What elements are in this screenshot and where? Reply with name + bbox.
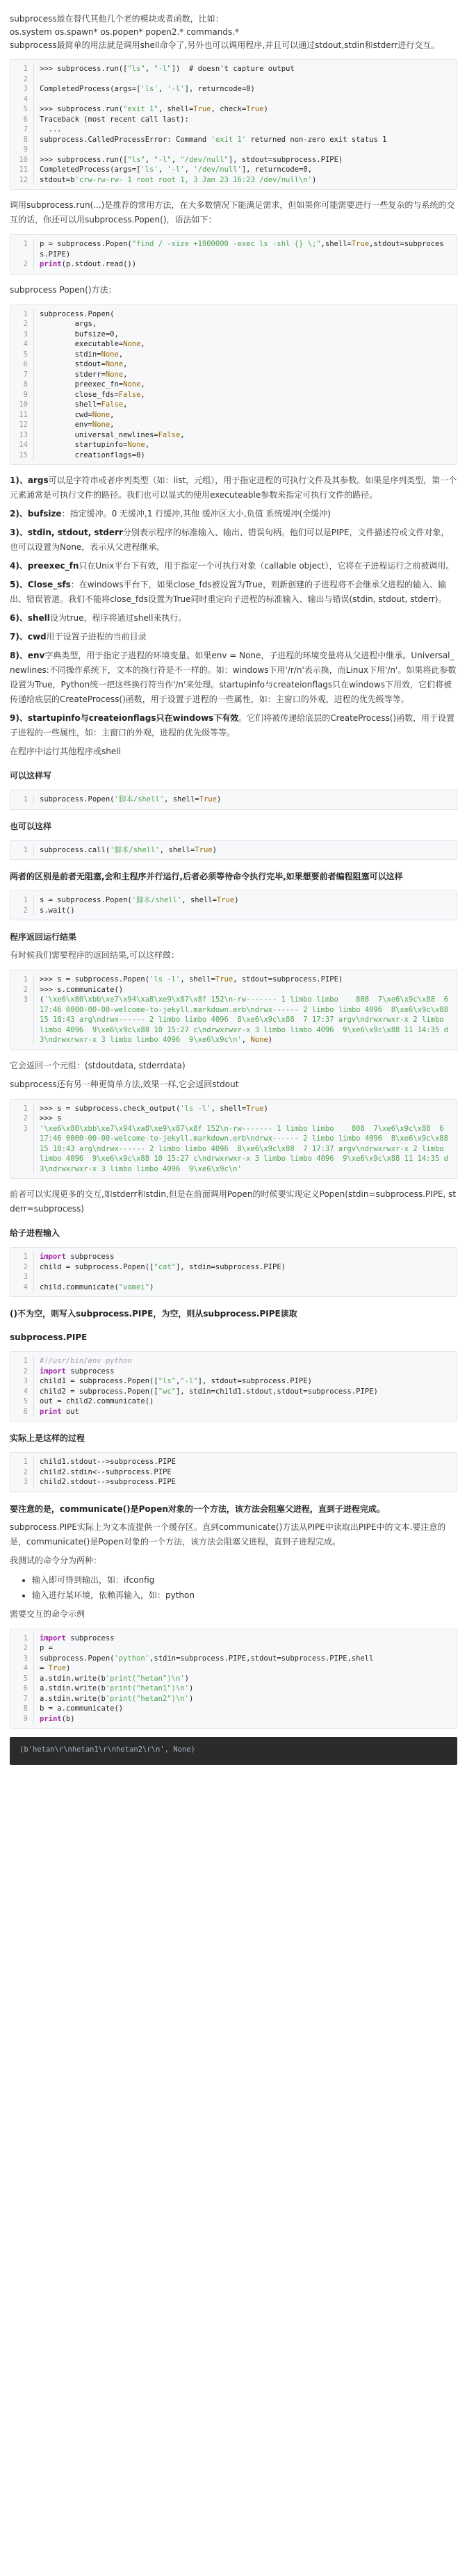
section-heading: 要注意的是，communicate()是Popen对象的一个方法，该方法会阻塞父进程，直到子进程完成。 [10, 1503, 385, 1514]
intro-line: subprocess最简单的用法就是调用shell命令了,另外也可以调用程序,并且可以通过stdout,stdin和stderr进行交互。 [10, 40, 440, 50]
line-number: 5 [16, 1674, 34, 1684]
line-number: 2 [16, 1367, 34, 1377]
code-text: p = subprocess.Popen("find / -size +1000000 -exec ls -shl {} \;",shell=True,stdout=subprocess.PIPE) [40, 240, 444, 259]
section-heading: 程序返回运行结果 [10, 932, 77, 942]
code-line [16, 1663, 451, 1674]
code-block[interactable] [10, 1629, 457, 1729]
code-text: child2.stdin<--subprocess.PIPE [40, 1467, 172, 1476]
param-paragraph [10, 473, 457, 503]
bullet-list [17, 1572, 457, 1603]
code-text: >>> subprocess.run(["ls", "-l", "/dev/null"], stdout=subprocess.PIPE) [40, 155, 343, 164]
param-paragraph [10, 611, 457, 626]
line-number: 5 [16, 350, 34, 360]
list-item: • 输入即可得到输出，如：ifconfig [32, 1572, 457, 1588]
code-line [16, 420, 451, 430]
code-block[interactable] [10, 1247, 457, 1297]
line-number: 3 [16, 1376, 34, 1387]
code-text: CompletedProcess(args=['ls', '-l', '/dev/null'], returncode=0, [40, 165, 313, 174]
code-line [16, 95, 451, 105]
section-heading: 两者的区别是前者无阻塞,会和主程序并行运行,后者必须等待命令执行完毕,如果想要前者编程阻塞可以这样 [10, 872, 403, 881]
param-label: 9)、startupinfo与createionflags只在windows下有效 [10, 713, 239, 723]
code-text: stdout=None, [40, 360, 128, 368]
section-heading: 也可以这样 [10, 821, 52, 831]
line-number: 6 [16, 115, 34, 125]
param-text: 分别表示程序的标准输入、输出、错误句柄。他们可以是PIPE，文件描述符或文件对象，也可以设置为None，表示从父进程继承。 [10, 528, 450, 552]
code-line [16, 1282, 451, 1293]
paragraph: subprocess还有另一种更简单方法,效果一样,它会返回stdout [10, 1079, 239, 1089]
section-heading: subprocess.PIPE [10, 1332, 88, 1342]
line-number: 3 [16, 1654, 34, 1664]
code-line [16, 845, 451, 856]
param-paragraph [10, 630, 457, 644]
line-number: 8 [16, 1704, 34, 1714]
code-text: shell=False, [40, 400, 128, 409]
code-line [16, 124, 451, 135]
code-line [16, 995, 451, 1045]
code-text: >>> s.communicate() [40, 985, 124, 994]
param-text: 字典类型，用于指定子进程的环境变量。如果env = None，子进程的环境变量将从父进程中继承。Universal_newlines:不同操作系统下，文本的换行符是不一样的。如：windows下用'/r/n'表示换，而Linux下用'/n'。如果将此参数设置为True，Python统一把这些换行符当作'/n'来处理。startupinfo与createionflags只在windows下用效，它们将被传递给底层的CreateProcess()函数，用于设置子进程的一些属性，如：主窗口的外观，进程的优先级等等。 [10, 651, 457, 704]
param-label: 5)、Close_sfs [10, 580, 71, 589]
line-number: 2 [16, 319, 34, 329]
code-line [16, 1104, 451, 1114]
line-number: 1 [16, 309, 34, 320]
code-line [16, 1643, 451, 1654]
code-text: a.stdin.write(b'print("hetan")\n') [40, 1674, 189, 1683]
code-text: args, [40, 320, 97, 328]
line-number: 12 [16, 175, 34, 186]
code-line [16, 895, 451, 906]
code-block[interactable] [10, 59, 457, 190]
code-line [16, 319, 451, 329]
code-text: import subprocess [40, 1367, 115, 1376]
code-line [16, 1694, 451, 1704]
line-number: 6 [16, 1684, 34, 1694]
section-heading: 给子进程输入 [10, 1228, 60, 1238]
code-line [16, 1714, 451, 1725]
param-paragraph [10, 507, 457, 521]
code-text: '\xe6\x80\xbb\xe7\x94\xa8\xe9\x87\x8f 152\n-rw------- 1 limbo limbo 808 7\xe6\x9c\x88 6 17:46 0000-00-00-welcome-to-jekyll.markdown.erb\ndrwx------ 2 limbo limbo 4096 8\xe6\x9c\x88 15 18:43 arg\ndrwx------ 2 limbo limbo 4096 8\xe6\x9c\x88 7 17:37 argv\ndrwxrwxr-x 2 limbo limbo 4096 9\xe6\x9c\x88 10 15:27 c\ndrwxrwxr-x 3 limbo limbo 4096 9\xe6\x9c\x88 11 14:35 d3\ndrwxrwxr-x 3 limbo limbo 4096 9\xe6\x9c\n' [40, 1124, 453, 1173]
line-number: 2 [16, 1262, 34, 1273]
paragraph: subprocess.PIPE实际上为文本流提供一个缓存区。直到communicate()方法从PIPE中读取出PIPE中的文本.要注意的是，communicate()是Popen对象的一个方法，该方法会阻塞父进程，直到子进程完成。 [10, 1522, 446, 1547]
code-text: print(p.stdout.read()) [40, 260, 137, 268]
code-block[interactable] [10, 1099, 457, 1180]
line-number: 7 [16, 1694, 34, 1704]
line-number: 4 [16, 339, 34, 350]
param-paragraph [10, 711, 457, 740]
param-text: 可以是字符串或者序列类型（如：list，元组），用于指定进程的可执行文件及其参数。如果是序列类型，第一个元素通常是可执行文件的路径。我们也可以显式的使用executeable参数来指定可执行文件的路径。 [10, 475, 457, 500]
code-block[interactable] [10, 304, 457, 466]
code-text: >>> s = subprocess.check_output('ls -l', shell=True) [40, 1104, 268, 1113]
code-line [16, 1684, 451, 1694]
code-text: p = [40, 1644, 53, 1652]
code-line [16, 985, 451, 995]
param-text: 只在Unix平台下有效，用于指定一个可执行对象（callable object），它将在子进程运行之前被调用。 [79, 561, 454, 571]
param-paragraph [10, 559, 457, 573]
line-number: 4 [16, 1663, 34, 1674]
code-text: subprocess.Popen( [40, 309, 115, 318]
line-number: 4 [16, 1282, 34, 1293]
code-line [16, 380, 451, 390]
code-text: >>> s = subprocess.Popen('ls -l', shell=True, stdout=subprocess.PIPE) [40, 975, 343, 984]
code-line [16, 1252, 451, 1262]
code-line [16, 1376, 451, 1387]
code-line [16, 104, 451, 115]
line-number: 14 [16, 440, 34, 450]
code-line [16, 135, 451, 145]
line-number: 15 [16, 450, 34, 461]
code-line [16, 84, 451, 95]
line-number: 5 [16, 104, 34, 115]
intro-line: subprocess最在替代其他几个老的模块或者函数，比如： [10, 14, 224, 24]
code-text: ('\xe6\x80\xbb\xe7\x94\xa8\xe9\x87\x8f 152\n-rw------- 1 limbo limbo 808 7\xe6\x9c\x88 6 17:46 0000-00-00-welcome-to-jekyll.markdown.erb\ndrwx------ 2 limbo limbo 4096 8\xe6\x9c\x88 15 18:43 arg\ndrwx------ 2 limbo limbo 4096 8\xe6\x9c\x88 7 17:37 argv\ndrwxrwxr-x 2 limbo limbo 4096 9\xe6\x9c\x88 10 15:27 c\ndrwxrwxr-x 3 limbo limbo 4096 9\xe6\x9c\x88 11 14:35 d3\ndrwxrwxr-x 3 limbo limbo 4096 9\xe6\x9c\n', None) [40, 995, 453, 1044]
code-line [16, 1396, 451, 1407]
line-number: 1 [16, 1252, 34, 1262]
code-text: import subprocess [40, 1253, 115, 1261]
paragraph: 它会返回一个元组：(stdoutdata, stderrdata) [10, 1060, 186, 1070]
code-text: CompletedProcess(args=['ls', '-l'], returncode=0) [40, 85, 255, 93]
code-text: env=None, [40, 421, 115, 429]
param-paragraph [10, 578, 457, 607]
line-number: 2 [16, 1114, 34, 1124]
code-text: print out [40, 1407, 79, 1416]
output-block: (b'hetan\r\nhetan1\r\nhetan2\r\n', None) [10, 1737, 457, 1765]
code-block[interactable] [10, 234, 457, 275]
param-label: 8)、env [10, 651, 45, 660]
line-number: 10 [16, 155, 34, 165]
code-text: preexec_fn=None, [40, 380, 145, 389]
line-number: 4 [16, 1387, 34, 1397]
code-text: startupinfo=None, [40, 441, 150, 449]
code-line [16, 64, 451, 74]
section-heading: ()不为空，则写入subprocess.PIPE，为空，则从subprocess.PIPE读取 [10, 1309, 297, 1319]
code-text: >>> subprocess.run(["ls", "-l"]) # doesn't capture output [40, 65, 295, 73]
code-line [16, 1356, 451, 1367]
param-label: 4)、preexec_fn [10, 561, 79, 571]
code-line [16, 1467, 451, 1478]
line-number: 8 [16, 135, 34, 145]
line-number: 1 [16, 239, 34, 259]
code-text: a.stdin.write(b'print("hetan1")\n') [40, 1684, 194, 1693]
code-line [16, 1262, 451, 1273]
code-text: #!/usr/bin/env python [40, 1357, 132, 1365]
param-text: 。它们将被传递给底层的CreateProcess()函数，用于设置子进程的一些属性，如：主窗口的外观，进程的优先级等等。 [10, 713, 455, 737]
code-text: >>> subprocess.run("exit 1", shell=True, check=True) [40, 105, 268, 113]
code-line [16, 175, 451, 186]
intro-line: os.system os.spawn* os.popen* popen2.* commands.* [10, 27, 240, 37]
line-number: 3 [16, 995, 34, 1045]
line-number: 4 [16, 95, 34, 105]
param-paragraph [10, 525, 457, 555]
line-number: 2 [16, 985, 34, 995]
code-text: bufsize=0, [40, 329, 119, 339]
code-line [16, 450, 451, 461]
code-line [16, 410, 451, 421]
code-line [16, 359, 451, 370]
line-number: 6 [16, 359, 34, 370]
paragraph: 在程序中运行其他程序或shell [10, 747, 121, 756]
section-heading: 可以这样写 [10, 771, 52, 781]
line-number: 13 [16, 430, 34, 441]
code-line [16, 115, 451, 125]
line-number: 1 [16, 895, 34, 906]
line-number: 1 [16, 1104, 34, 1114]
code-line [16, 1674, 451, 1684]
line-number: 7 [16, 124, 34, 135]
param-paragraph [10, 649, 457, 707]
paragraph: 调用subprocess.run(...)是推荐的常用方法，在大多数情况下能满足需求，但如果你可能需要进行一些复杂的与系统的交互的话，你还可以用subprocess.Popen()，语法如下： [10, 200, 455, 225]
line-number: 1 [16, 1633, 34, 1644]
section-heading: 实际上是这样的过程 [10, 1433, 85, 1443]
line-number: 1 [16, 1457, 34, 1467]
code-line [16, 1704, 451, 1714]
code-text: a.stdin.write(b'print("hetan2")\n') [40, 1694, 194, 1703]
code-text: subprocess.Popen('脚本/shell', shell=True) [40, 795, 222, 804]
code-line [16, 339, 451, 350]
code-text: executable=None, [40, 340, 145, 348]
code-line [16, 259, 451, 270]
paragraph: 需要交互的命令示例 [10, 1608, 85, 1619]
code-block[interactable] [10, 890, 457, 920]
code-text: stdin=None, [40, 350, 124, 359]
line-number: 7 [16, 370, 34, 380]
code-text: print(b) [40, 1714, 75, 1723]
code-text: = True) [40, 1664, 71, 1672]
line-number: 2 [16, 906, 34, 916]
code-text: child2.stdout-->subprocess.PIPE [40, 1478, 176, 1486]
line-number: 1 [16, 794, 34, 805]
code-line [16, 329, 451, 340]
line-number: 9 [16, 145, 34, 155]
line-number: 3 [16, 1124, 34, 1175]
code-text: close_fds=False, [40, 390, 145, 399]
line-number: 3 [16, 1477, 34, 1487]
param-label: 2)、bufsize [10, 509, 62, 519]
code-line [16, 1387, 451, 1397]
paragraph: 前者可以实现更多的交互,如stderr和stdin,但是在前面调用Popen的时候要实现定义Popen(stdin=subprocess.PIPE, stderr=subprocess) [10, 1189, 457, 1214]
code-text: s = subprocess.Popen('脚本/shell', shell=True) [40, 896, 239, 904]
code-text: import subprocess [40, 1633, 115, 1642]
code-line [16, 1114, 451, 1124]
code-line [16, 906, 451, 916]
line-number: 2 [16, 1643, 34, 1654]
param-label: 3)、stdin, stdout, stderr [10, 528, 123, 537]
line-number: 5 [16, 1396, 34, 1407]
line-number: 1 [16, 845, 34, 856]
paragraph: 我测试的命令分为两种： [10, 1555, 102, 1565]
code-text: child2 = subprocess.Popen(["wc"], stdin=child1.stdout,stdout=subprocess.PIPE) [40, 1387, 378, 1396]
code-line [16, 1457, 451, 1467]
code-line [16, 430, 451, 441]
code-line [16, 155, 451, 165]
code-text [40, 1272, 451, 1282]
param-text: ：在windows平台下，如果close_fds被设置为True，则新创建的子进程将不会继承父进程的输入、输出、错误管道。我们不能将close_fds设置为True同时重定向子进程的标准输入、输出与错误(stdin, stdout, stderr)。 [10, 580, 447, 604]
code-block[interactable] [10, 970, 457, 1050]
code-line [16, 145, 451, 155]
line-number: 1 [16, 1356, 34, 1367]
code-block[interactable] [10, 1452, 457, 1492]
code-line [16, 1272, 451, 1282]
paragraph: subprocess Popen()方法： [10, 284, 117, 295]
line-number: 12 [16, 420, 34, 430]
line-number: 9 [16, 1714, 34, 1725]
code-text: child.communicate("vamei") [40, 1282, 154, 1291]
code-text: child = subprocess.Popen(["cat"], stdin=subprocess.PIPE) [40, 1262, 286, 1271]
code-line [16, 390, 451, 400]
code-text: b = a.communicate() [40, 1704, 124, 1713]
line-number: 8 [16, 380, 34, 390]
code-text: child1 = subprocess.Popen(["ls","-l"], stdout=subprocess.PIPE) [40, 1377, 312, 1385]
code-block[interactable] [10, 790, 457, 810]
code-line [16, 309, 451, 320]
code-block[interactable] [10, 840, 457, 861]
code-line [16, 350, 451, 360]
code-text: out = child2.communicate() [40, 1397, 154, 1405]
line-number: 9 [16, 390, 34, 400]
code-text: Traceback (most recent call last): [40, 115, 189, 124]
code-text: >>> s [40, 1114, 62, 1123]
line-number: 2 [16, 74, 34, 85]
code-line [16, 1633, 451, 1644]
line-number: 1 [16, 64, 34, 74]
code-text: stderr=None, [40, 370, 128, 379]
line-number: 11 [16, 165, 34, 175]
param-text: 设为true，程序将通过shell来执行。 [49, 613, 187, 623]
code-text: universal_newlines=False, [40, 430, 185, 439]
code-line [16, 74, 451, 85]
code-text: cwd=None, [40, 410, 115, 419]
code-line [16, 1407, 451, 1417]
code-text: subprocess.call('脚本/shell', shell=True) [40, 845, 217, 854]
list-item: • 输入进行某环境，依赖再输入，如：python [32, 1588, 457, 1603]
param-text: 用于设置子进程的当前目录 [46, 632, 147, 642]
param-text: ：指定缓冲。0 无缓冲,1 行缓冲,其他 缓冲区大小,负值 系统缓冲(全缓冲) [61, 509, 331, 519]
line-number: 3 [16, 329, 34, 340]
line-number: 2 [16, 1467, 34, 1478]
code-text: child1.stdout-->subprocess.PIPE [40, 1458, 176, 1466]
line-number: 1 [16, 975, 34, 985]
code-text [40, 95, 451, 105]
code-line [16, 1367, 451, 1377]
params-list [10, 473, 457, 740]
code-text: creationflags=0) [40, 450, 145, 459]
line-number: 3 [16, 1272, 34, 1282]
line-number: 2 [16, 259, 34, 270]
line-number: 10 [16, 400, 34, 410]
code-line [16, 1654, 451, 1664]
code-block[interactable] [10, 1351, 457, 1421]
code-line [16, 239, 451, 259]
code-text: ... [40, 125, 62, 133]
line-number: 3 [16, 84, 34, 95]
param-label: 6)、shell [10, 613, 50, 623]
paragraph: 有时候我们需要程序的返回结果,可以这样做： [10, 950, 179, 960]
line-number: 6 [16, 1407, 34, 1417]
code-line [16, 975, 451, 985]
code-line [16, 1124, 451, 1175]
code-line [16, 794, 451, 805]
code-line [16, 440, 451, 450]
code-text [40, 145, 451, 155]
code-text: s.wait() [40, 906, 75, 915]
code-line [16, 400, 451, 410]
code-text [40, 74, 451, 85]
code-text: subprocess.CalledProcessError: Command 'exit 1' returned non-zero exit status 1 [40, 135, 387, 144]
line-number: 11 [16, 410, 34, 421]
code-text: stdout=b'crw-rw-rw- 1 root root 1, 3 Jan 23 16:23 /dev/null\n') [40, 175, 317, 184]
code-line [16, 370, 451, 380]
code-line [16, 165, 451, 175]
code-text: subprocess.Popen('python',stdin=subprocess.PIPE,stdout=subprocess.PIPE,shell [40, 1654, 374, 1663]
param-label: 1)、args [10, 475, 49, 485]
param-label: 7)、cwd [10, 632, 47, 642]
code-line [16, 1477, 451, 1487]
